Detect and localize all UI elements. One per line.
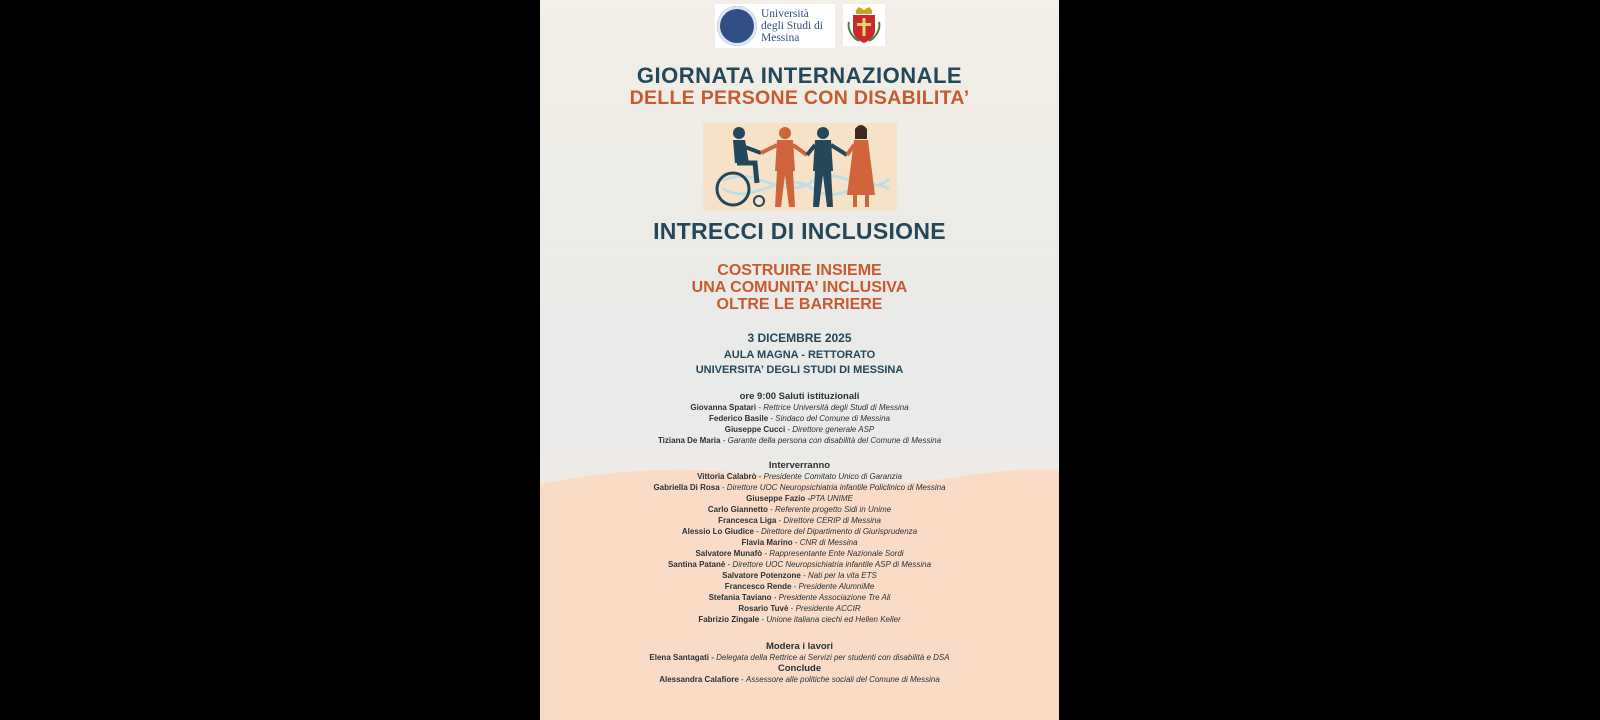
title-line-1: GIORNATA INTERNAZIONALE <box>636 63 963 88</box>
title-line-2: DELLE PERSONE CON DISABILITA’ <box>629 87 970 109</box>
list-item: Tiziana De Maria - Garante della persona con disabilità del Comune di Messina <box>657 436 942 445</box>
list-item: Federico Basile - Sindaco del Comune di Messina <box>709 414 890 423</box>
university-name-line-1: Università <box>761 8 809 20</box>
greetings-heading: ore 9:00 Saluti istituzionali <box>739 391 860 402</box>
list-item: Stefania Taviano - Presidente Associazione Tre Ali <box>708 593 891 602</box>
city-crest-icon <box>843 4 885 46</box>
list-item: Elena Santagati - Delegata della Rettrice ai Servizi per studenti con disabilità e DSA <box>649 653 950 662</box>
event-poster <box>540 0 1059 720</box>
subtitle-line-1: COSTRUIRE INSIEME <box>717 262 882 279</box>
list-item: Carlo Giannetto - Referente progetto Sidi in Unime <box>707 505 892 514</box>
venue-line-1: AULA MAGNA - RETTORATO <box>723 349 876 361</box>
university-seal-icon <box>717 6 757 46</box>
speakers-heading: Interverranno <box>768 460 831 471</box>
speakers-section <box>540 460 1059 625</box>
event-venue <box>540 348 1059 378</box>
list-item: Salvatore Munafò - Rappresentante Ente Nazionale Sordi <box>695 549 904 558</box>
list-item: Alessio Lo Giudice - Direttore del Dipartimento di Giurisprudenza <box>681 527 918 536</box>
subtitle-line-2: UNA COMUNITA’ INCLUSIVA <box>691 279 908 296</box>
moderator-section <box>540 641 1059 685</box>
university-name-line-3: Messina <box>761 32 800 44</box>
subtitle-line-3: OLTRE LE BARRIERE <box>716 296 883 313</box>
list-item: Giuseppe Cucci - Direttore generale ASP <box>724 425 875 434</box>
inclusion-people-illustration <box>703 123 897 211</box>
venue-line-2: UNIVERSITA’ DEGLI STUDI DI MESSINA <box>695 364 904 376</box>
list-item: Flavia Marino - CNR di Messina <box>741 538 858 547</box>
list-item: Salvatore Potenzone - Nati per la vita ETS <box>722 571 877 580</box>
event-date: 3 DICEMBRE 2025 <box>747 331 852 345</box>
university-logo <box>715 4 835 48</box>
list-item: Fabrizio Zingale - Unione italiana ciechi ed Hellen Keller <box>698 615 901 624</box>
event-subtitle <box>540 262 1059 313</box>
list-item: Francesca Liga - Direttore CERIP di Messina <box>718 516 881 525</box>
moderator-heading: Modera i lavori <box>765 641 834 652</box>
logos-row <box>715 4 885 48</box>
list-item: Santina Patanè - Direttore UOC Neuropsichiatria infantile ASP di Messina <box>667 560 932 569</box>
list-item: Giovanna Spatari - Rettrice Università degli Studi di Messina <box>690 403 909 412</box>
greetings-section <box>540 391 1059 446</box>
list-item: Francesco Rende - Presidente AlumniMe <box>724 582 875 591</box>
list-item: Rosario Tuvè - Presidente ACCIR <box>738 604 861 613</box>
closing-heading: Conclude <box>777 663 822 674</box>
list-item: Gabriella Di Rosa - Direttore UOC Neuropsichiatria infantile Policlinico di Messina <box>653 483 946 492</box>
list-item: Giuseppe Fazio -PTA UNIME <box>746 494 853 503</box>
university-name-line-2: degli Studi di <box>761 20 823 32</box>
event-title: INTRECCI DI INCLUSIONE <box>653 218 946 244</box>
list-item: Vittoria Calabrò - Presidente Comitato Unico di Garanzia <box>697 472 902 481</box>
list-item: Alessandra Calafiore - Assessore alle politiche sociali del Comune di Messina <box>659 675 940 684</box>
